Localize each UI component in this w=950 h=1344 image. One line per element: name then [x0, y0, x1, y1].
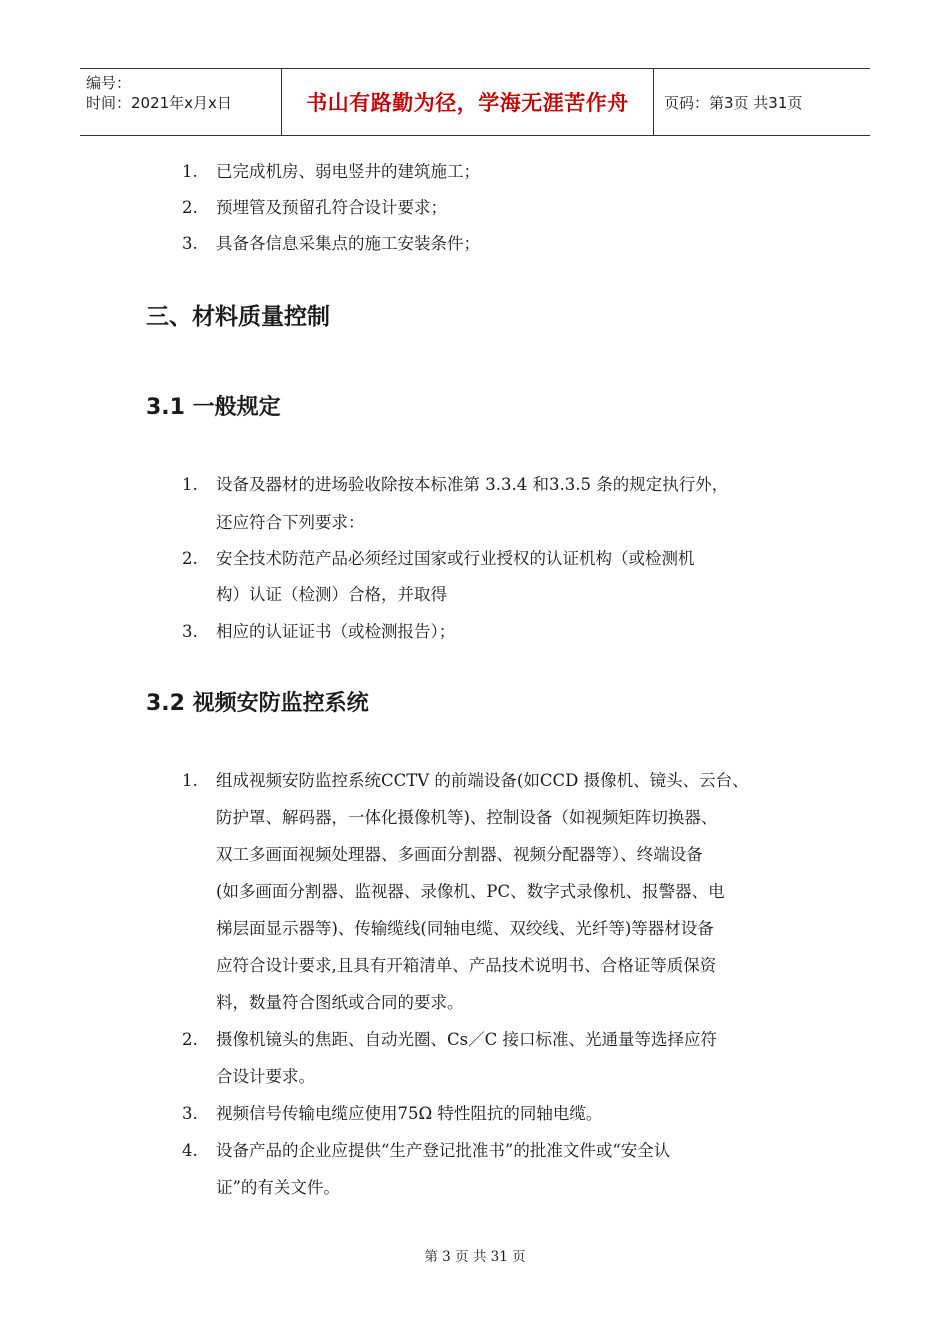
list-item-text: 设备及器材的进场验收除按本标准第 3.3.4 和3.3.5 条的规定执行外，	[216, 475, 729, 494]
list-item	[182, 1132, 670, 1170]
list-item-continuation: 应符合设计要求,且具有开箱清单、产品技术说明书、合格证等质保资	[216, 956, 717, 975]
list-item-continuation: 双工多画面视频处理器、多画面分割器、视频分配器等）、终端设备	[216, 845, 703, 864]
list-item-continuation: 防护罩、解码器，一体化摄像机等)、控制设备（如视频矩阵切换器、	[216, 808, 718, 827]
page-footer: 第 3 页 共 31 页	[424, 1249, 526, 1265]
list-item	[182, 1021, 717, 1059]
header-meta	[80, 69, 282, 135]
list-item-number: 1.	[182, 475, 198, 494]
list-item-text: 预埋管及预留孔符合设计要求；	[216, 198, 447, 217]
list-item	[182, 540, 695, 578]
list-item-text: 相应的认证证书（或检测报告）；	[216, 622, 456, 641]
list-item-text: 已完成机房、弱电竖井的建筑施工；	[216, 162, 480, 181]
list-item-number: 1.	[182, 162, 198, 181]
header-time-label: 时间：2021年x月x日	[86, 94, 232, 112]
list-item-continuation: (如多画面分割器、监视器、录像机、PC、数字式录像机、报警器、电	[216, 882, 725, 901]
list-item-number: 2.	[182, 198, 198, 217]
list-item-continuation: 料，数量符合图纸或合同的要求。	[216, 993, 464, 1012]
list-item	[182, 153, 480, 191]
subsection-heading-3-2: 3.2 视频安防监控系统	[146, 691, 369, 716]
list-item	[182, 1095, 602, 1133]
list-item	[182, 613, 455, 651]
list-item-text: 安全技术防范产品必须经过国家或行业授权的认证机构（或检测机	[216, 549, 695, 568]
list-item-number: 2.	[182, 1030, 198, 1049]
list-item-continuation: 还应符合下列要求：	[216, 513, 365, 532]
list-item-number: 2.	[182, 549, 198, 568]
list-item-text: 视频信号传输电缆应使用75Ω 特性阻抗的同轴电缆。	[216, 1104, 603, 1123]
list-item-text: 设备产品的企业应提供“生产登记批准书”的批准文件或“安全认	[216, 1141, 671, 1160]
list-item-number: 3.	[182, 234, 198, 253]
list-item-text: 组成视频安防监控系统CCTV 的前端设备(如CCD 摄像机、镜头、云台、	[216, 771, 749, 790]
page-header	[80, 68, 870, 136]
list-item	[182, 466, 728, 504]
list-item-text: 摄像机镜头的焦距、自动光圈、Cs／C 接口标准、光通量等选择应符	[216, 1030, 717, 1049]
section-heading: 三、材料质量控制	[146, 304, 330, 330]
list-item-number: 4.	[182, 1141, 198, 1160]
subsection-heading-3-1: 3.1 一般规定	[146, 395, 281, 420]
list-item	[182, 762, 749, 800]
list-item-continuation: 合设计要求。	[216, 1067, 315, 1086]
list-item-continuation: 构）认证（检测）合格，并取得	[216, 585, 447, 604]
list-item	[182, 189, 447, 227]
list-item-number: 1.	[182, 771, 198, 790]
list-item	[182, 225, 480, 263]
header-motto: 书山有路勤为径，学海无涯苦作舟	[282, 69, 654, 135]
list-item-text: 具备各信息采集点的施工安装条件；	[216, 234, 480, 253]
list-item-continuation: 证”的有关文件。	[216, 1178, 340, 1197]
list-item-continuation: 梯层面显示器等)、传输缆线(同轴电缆、双绞线、光纤等)等器材设备	[216, 919, 714, 938]
header-page-info: 页码：第3页 共31页	[664, 93, 803, 112]
header-code-label: 编号：	[86, 74, 132, 92]
list-item-number: 3.	[182, 1104, 198, 1123]
list-item-number: 3.	[182, 622, 198, 641]
